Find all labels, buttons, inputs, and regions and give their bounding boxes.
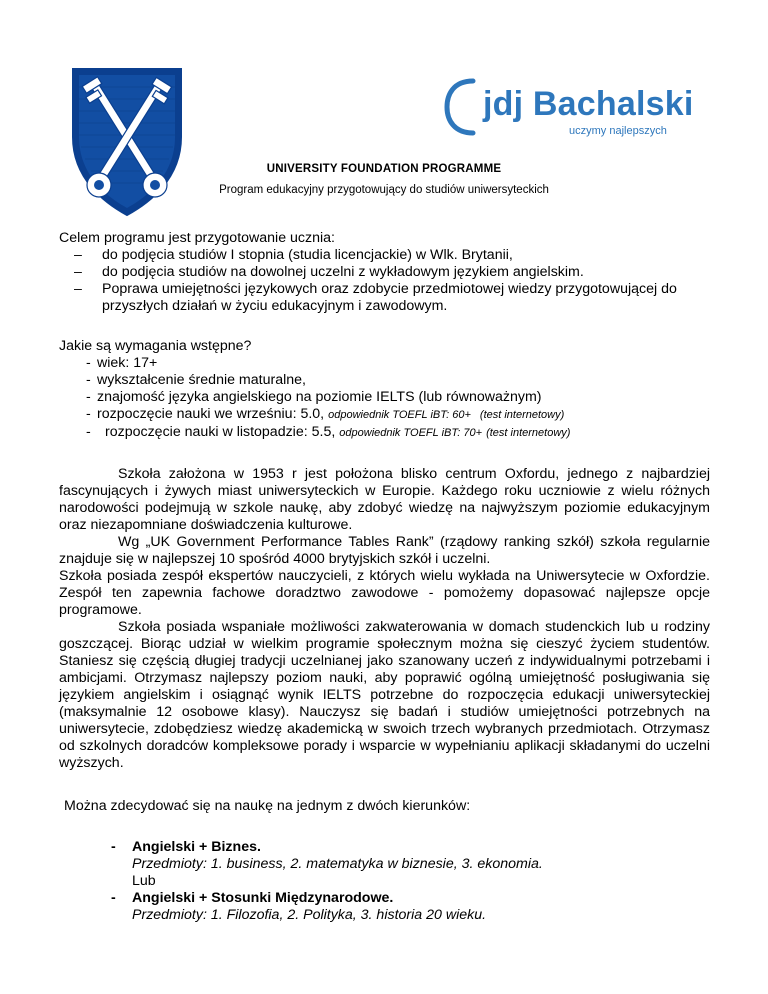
dash-bullet: -	[86, 424, 91, 440]
logo-brand-text: jdj Bachalski	[483, 85, 694, 123]
logo-tagline: uczymy najlepszych	[569, 125, 667, 137]
paragraph: Szkoła posiada zespół ekspertów nauczycieli, z których wielu wykłada na Uniwersytecie w Oxfordzie. Zespół ten zapewnia fachowe doradztwo zawodowe - pomożemy dopasować najlepsze opcje programowe.	[59, 568, 710, 618]
requirement-item	[59, 389, 719, 406]
directions-intro: Można zdecydować się na naukę na jednym z dwóch kierunków:	[64, 798, 471, 814]
toefl-note: odpowiednik TOEFL iBT: 70+	[339, 427, 483, 439]
goal-text: Poprawa umiejętności językowych oraz zdobycie przedmiotowej wiedzy przygotowującej do przyszłych działań w życiu edukacyjnym i zawodowym.	[102, 281, 677, 314]
direction-item	[111, 890, 731, 924]
paragraph: Szkoła posiada wspaniałe możliwości zakwaterowania w domach studenckich lub u rodziny goszczącej. Biorąc udział w wielkim programie społecznym można się cieszyć życiem studentów. Staniesz się częścią długiej tradycji uczelnianej jako szanowany uczeń z indywidualnymi potrzebami i ambicjami. Otrzymasz najlepszy poziom nauki, aby poprawić ogólną umiejętność posługiwania się językiem angielskim i osiągnąć wynik IELTS potrzebne do rozpoczęcia edukacji uniwersyteckiej (maksymalnie 12 osobowe klasy). Nauczysz się badań i studiów umiejętności potrzebnych na uniwersytecie, zdobędziesz wiedzę akademicką w swoich trzech wybranych przedmiotach. Otrzymasz od szkolnych doradców kompleksowe porady i wsparcie w wypełnianiu aplikacji składanymi do uczelni wyższych.	[59, 619, 710, 771]
programme-subtitle: Program edukacyjny przygotowujący do studiów uniwersyteckich	[219, 184, 549, 196]
requirements-intro: Jakie są wymagania wstępne?	[59, 338, 252, 354]
school-description	[59, 466, 710, 772]
direction-title: Angielski + Biznes.	[132, 839, 261, 855]
requirements-section	[59, 338, 719, 442]
dash-bullet: –	[74, 281, 82, 297]
requirement-text: rozpoczęcie nauki we wrześniu: 5.0,	[97, 406, 325, 422]
requirement-item	[59, 355, 719, 372]
goals-list	[59, 247, 719, 315]
dash-bullet: -	[86, 389, 91, 405]
requirement-text: znajomość języka angielskiego na poziomie IELTS (lub równoważnym)	[97, 389, 542, 405]
goals-section	[59, 230, 719, 315]
goal-item	[59, 281, 719, 315]
test-note: (test internetowy)	[479, 409, 565, 421]
dash-bullet: –	[74, 247, 82, 263]
paragraph: Wg „UK Government Performance Tables Rank” (rządowy ranking szkół) szkoła regularnie znajduje się w najlepszej 10 spośród 4000 brytyjskich szkół i uczelni.	[59, 534, 710, 567]
requirement-text: rozpoczęcie nauki w listopadzie: 5.5,	[105, 424, 336, 440]
dash-bullet: -	[86, 406, 91, 422]
test-note: (test internetowy)	[486, 427, 571, 439]
direction-item	[111, 839, 731, 890]
requirement-text: wykształcenie średnie maturalne,	[97, 372, 306, 388]
goal-text: do podjęcia studiów I stopnia (studia licencjackie) w Wlk. Brytanii,	[102, 247, 513, 263]
goal-text: do podjęcia studiów na dowolnej uczelni z wykładowym językiem angielskim.	[102, 264, 584, 280]
toefl-note: odpowiednik TOEFL iBT: 60+	[328, 409, 471, 421]
dash-bullet: –	[74, 264, 82, 280]
direction-subjects: Przedmioty: 1. business, 2. matematyka w biznesie, 3. ekonomia.	[132, 856, 543, 872]
requirements-list	[59, 355, 719, 442]
dash-bullet: -	[111, 839, 116, 855]
requirement-item	[59, 406, 719, 424]
dash-bullet: -	[86, 372, 91, 388]
dash-bullet: -	[111, 890, 116, 906]
directions-list	[111, 839, 731, 924]
goal-item	[59, 264, 719, 281]
direction-subjects: Przedmioty: 1. Filozofia, 2. Polityka, 3. historia 20 wieku.	[132, 907, 487, 923]
requirement-item	[59, 424, 719, 442]
goals-intro: Celem programu jest przygotowanie ucznia:	[59, 230, 335, 246]
requirement-item	[59, 372, 719, 389]
programme-title: UNIVERSITY FOUNDATION PROGRAMME	[266, 163, 502, 175]
direction-title: Angielski + Stosunki Międzynarodowe.	[132, 890, 394, 906]
logo-bracket-icon	[443, 77, 483, 137]
goal-item	[59, 247, 719, 264]
dash-bullet: -	[86, 355, 91, 371]
brand-logo	[443, 75, 705, 147]
paragraph: Szkoła założona w 1953 r jest położona blisko centrum Oxfordu, jednego z najbardziej fascynujących i żywych miast uniwersyteckich w Europie. Każdego roku uczniowie z wielu różnych narodowości podejmują w szkole naukę, aby zdobyć wiedzę na najwyższym poziomie edukacyjnym oraz niezapomniane doświadczenia kulturowe.	[59, 466, 710, 533]
requirement-text: wiek: 17+	[97, 355, 158, 371]
or-text: Lub	[132, 873, 156, 889]
